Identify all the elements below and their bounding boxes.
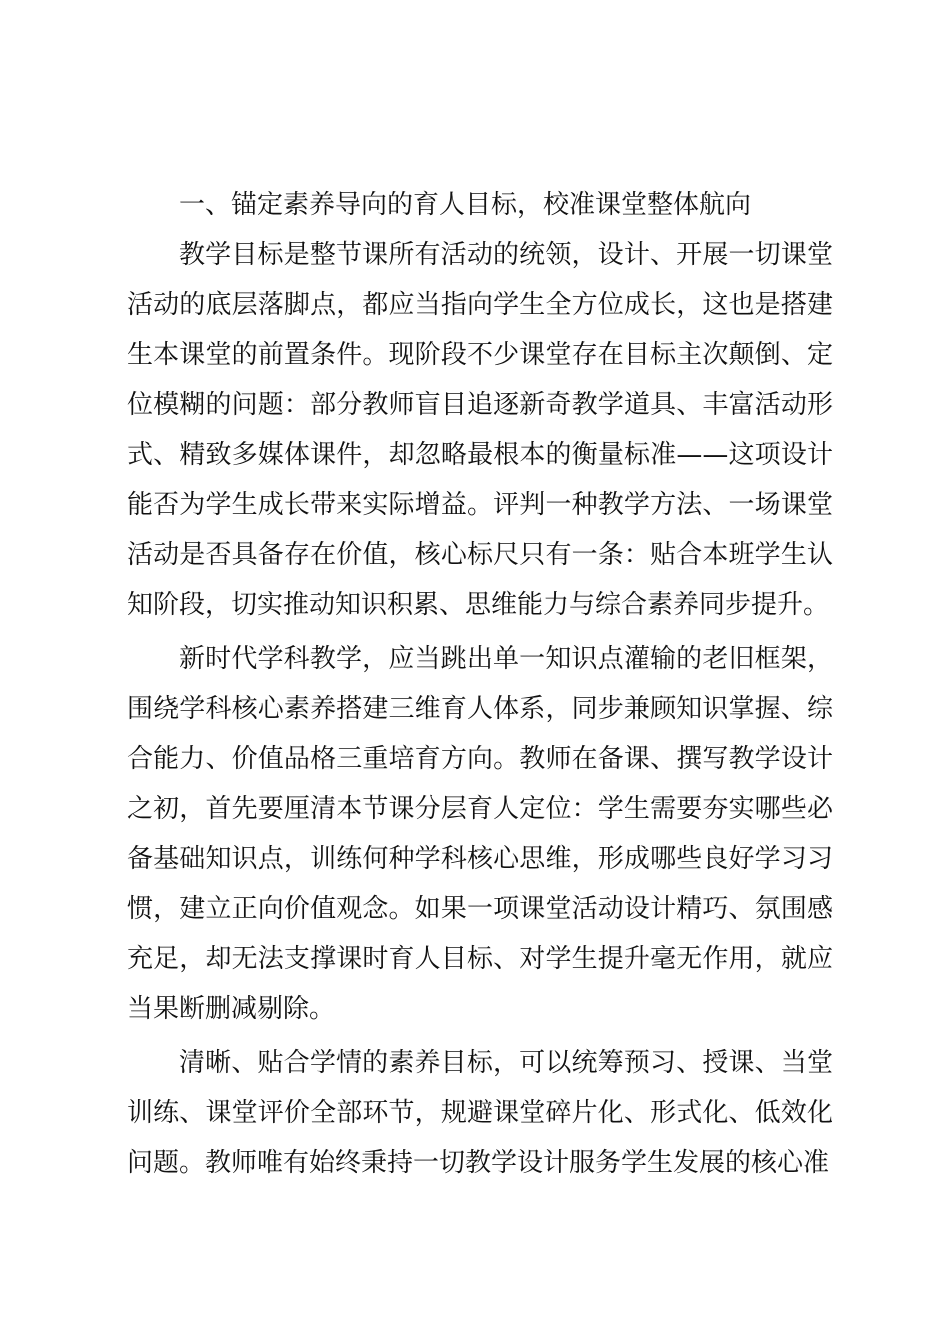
paragraph-3: 清晰、贴合学情的素养目标，可以统筹预习、授课、当堂训练、课堂评价全部环节，规避课堂碎片化、形式化、低效化问题。教师唯有始终秉持一切教学设计服务学生发展的核心准 (127, 1048, 833, 1178)
paragraph-1: 教学目标是整节课所有活动的统领，设计、开展一切课堂活动的底层落脚点，都应当指向学生全方位成长，这也是搭建生本课堂的前置条件。现阶段不少课堂存在目标主次颠倒、定位模糊的问题：部分教师盲目追逐新奇教学道具、丰富活动形式、精致多媒体课件，却忽略最根本的衡量标准——这项设计能否为学生成长带来实际增益。评判一种教学方法、一场课堂活动是否具备存在价值，核心标尺只有一条：贴合本班学生认知阶段，切实推动知识积累、思维能力与综合素养同步提升。 (127, 240, 833, 620)
paragraph-2: 新时代学科教学，应当跳出单一知识点灌输的老旧框架，围绕学科核心素养搭建三维育人体系，同步兼顾知识掌握、综合能力、价值品格三重培育方向。教师在备课、撰写教学设计之初，首先要厘清本节课分层育人定位：学生需要夯实哪些必备基础知识点，训练何种学科核心思维，形成哪些良好学习习惯，建立正向价值观念。如果一项课堂活动设计精巧、氛围感充足，却无法支撑课时育人目标、对学生提升毫无作用，就应当果断删减剔除。 (127, 644, 833, 1024)
document-body (127, 180, 833, 1188)
section-heading: 一、锚定素养导向的育人目标，校准课堂整体航向 (179, 190, 752, 220)
